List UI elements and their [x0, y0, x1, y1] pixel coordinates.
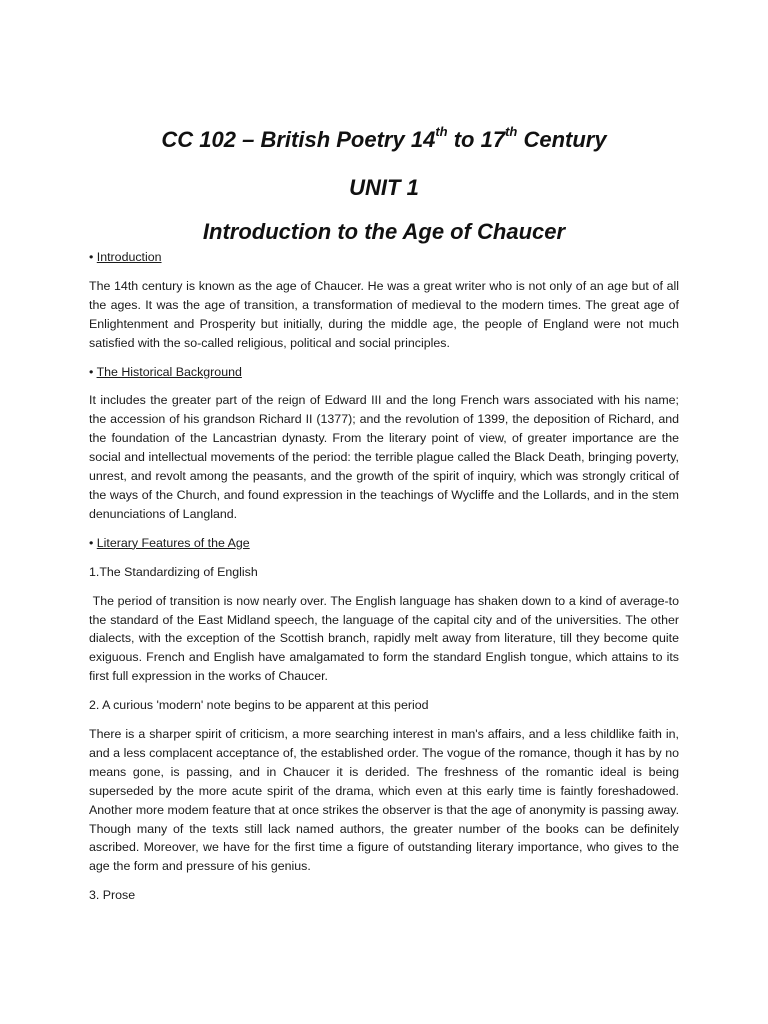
bullet: •	[89, 535, 97, 550]
section-heading-introduction	[89, 248, 679, 267]
subheading-prose: 3. Prose	[89, 888, 136, 903]
subheading-standardizing-of-english: 1.The Standardizing of English	[89, 564, 258, 579]
unit-title: UNIT 1	[349, 175, 419, 200]
course-title-suffix: Century	[517, 127, 607, 152]
course-title-prefix: CC 102 – British Poetry 14	[161, 127, 436, 152]
unit-subtitle: Introduction to the Age of Chaucer	[202, 219, 566, 244]
bullet: •	[89, 364, 97, 379]
section-heading-label: The Historical Background	[96, 364, 242, 379]
course-title	[0, 123, 768, 154]
historical-background-paragraph: It includes the greater part of the reign of Edward III and the long French wars associated with his name; the accession of his grandson Richard II (1377); and the revolution of 1399, the deposition of Richard, and the foundation of the Lancastrian dynasty. From the literary point of view, of greater importance are the social and intellectual movements of the period: the terrible plague called the Black Death, bringing poverty, unrest, and revolt among the peasants, and the growth of the spirit of inquiry, which was strongly critical of the ways of the Church, and found expression in the teachings of Wycliffe and the Lollards, and in the stem denunciations of Langland.	[89, 393, 679, 521]
section-heading-historical-background	[89, 363, 679, 382]
document-body	[89, 248, 683, 915]
section-heading-label: Introduction	[96, 250, 162, 264]
subheading-modern-note: 2. A curious 'modern' note begins to be apparent at this period	[89, 698, 429, 713]
modern-note-paragraph: There is a sharper spirit of criticism, a more searching interest in man's affairs, and a less childlike faith in, and a less complacent acceptance of, the established order. The vogue of the romance, though it has by no means gone, is passing, and in Chaucer it is derided. The freshness of the romantic ideal is being superseded by the more acute spirit of the drama, which even at this early time is faintly foreshadowed. Another more modem feature that at once strikes the observer is that the age of anonymity is passing away. Though many of the texts still lack named authors, the greater number of the books can be definitely ascribed. Moreover, we have for the first time a figure of outstanding literary importance, who gives to the age the form and pressure of his genius.	[89, 727, 680, 874]
bullet: •	[89, 250, 97, 264]
course-title-middle: to 17	[447, 127, 506, 152]
section-heading-label: Literary Features of the Age	[96, 535, 250, 550]
section-heading-literary-features	[89, 534, 679, 553]
introduction-paragraph: The 14th century is known as the age of Chaucer. He was a great writer who is not only of an age but of all the ages. It was the age of transition, a transformation of medieval to the modern times. The great age of Enlightenment and Prosperity but initially, during the middle age, the people of England were not much satisfied with the so-called religious, political and social principles.	[89, 278, 679, 350]
course-title-superscript-1: th	[435, 123, 448, 139]
standardizing-of-english-paragraph: The period of transition is now nearly over. The English language has shaken down to a kind of average-to the standard of the East Midland speech, the language of the capital city and of the universities. The other dialects, with the exception of the Scottish branch, rapidly melt away from literature, till they become quite exiguous. French and English have amalgamated to form the standard English tongue, which attains to its first full expression in the works of Chaucer.	[89, 593, 683, 684]
course-title-superscript-2: th	[505, 123, 518, 139]
